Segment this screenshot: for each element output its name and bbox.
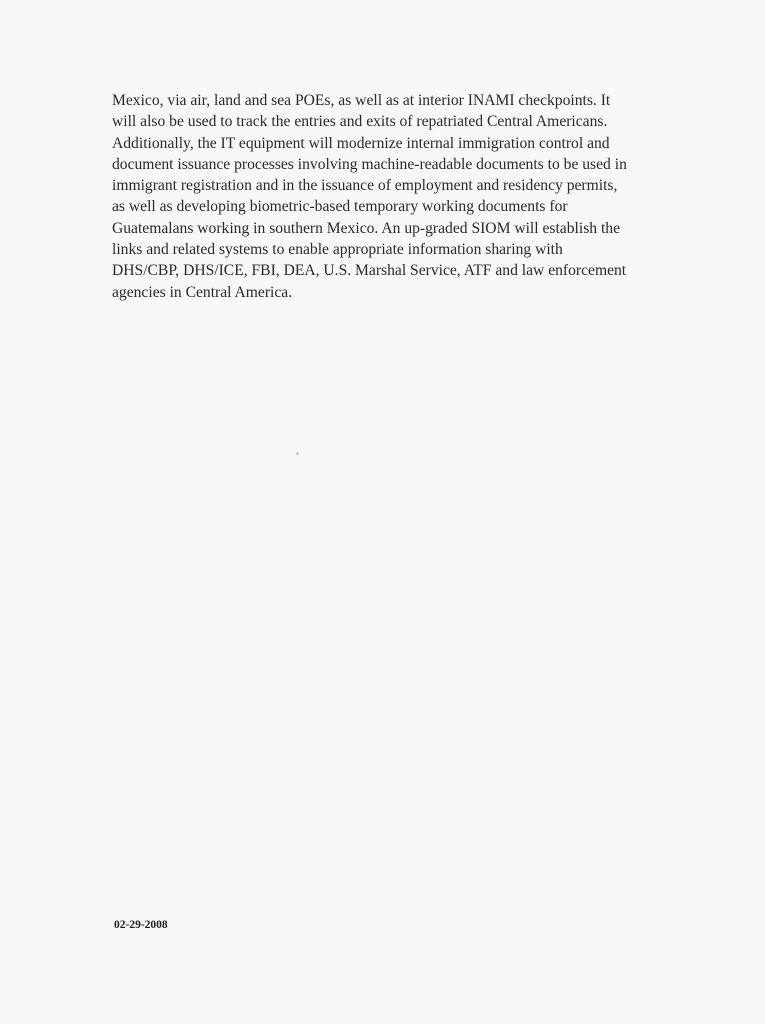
paragraph-line: will also be used to track the entries and exits of repatriated Central Americans. <box>112 113 608 131</box>
paragraph-line: Mexico, via air, land and sea POEs, as well as at interior INAMI checkpoints. It <box>112 92 611 109</box>
footer-date: 02-29-2008 <box>114 919 168 931</box>
paragraph-line: Guatemalans working in southern Mexico. An up-graded SIOM will establish the <box>112 219 621 237</box>
paragraph-line: Additionally, the IT equipment will modernize internal immigration control and <box>112 134 610 152</box>
paragraph-line: document issuance processes involving machine-readable documents to be used in <box>112 155 627 173</box>
body-paragraph <box>112 90 712 303</box>
paragraph-line: immigrant registration and in the issuance of employment and residency permits, <box>112 177 618 195</box>
paragraph-line: as well as developing biometric-based temporary working documents for <box>112 198 568 216</box>
paragraph-line: agencies in Central America. <box>112 283 293 301</box>
scan-speck <box>296 452 299 455</box>
paragraph-line: links and related systems to enable appropriate information sharing with <box>112 241 563 259</box>
paragraph-line: DHS/CBP, DHS/ICE, FBI, DEA, U.S. Marshal Service, ATF and law enforcement <box>112 262 627 280</box>
